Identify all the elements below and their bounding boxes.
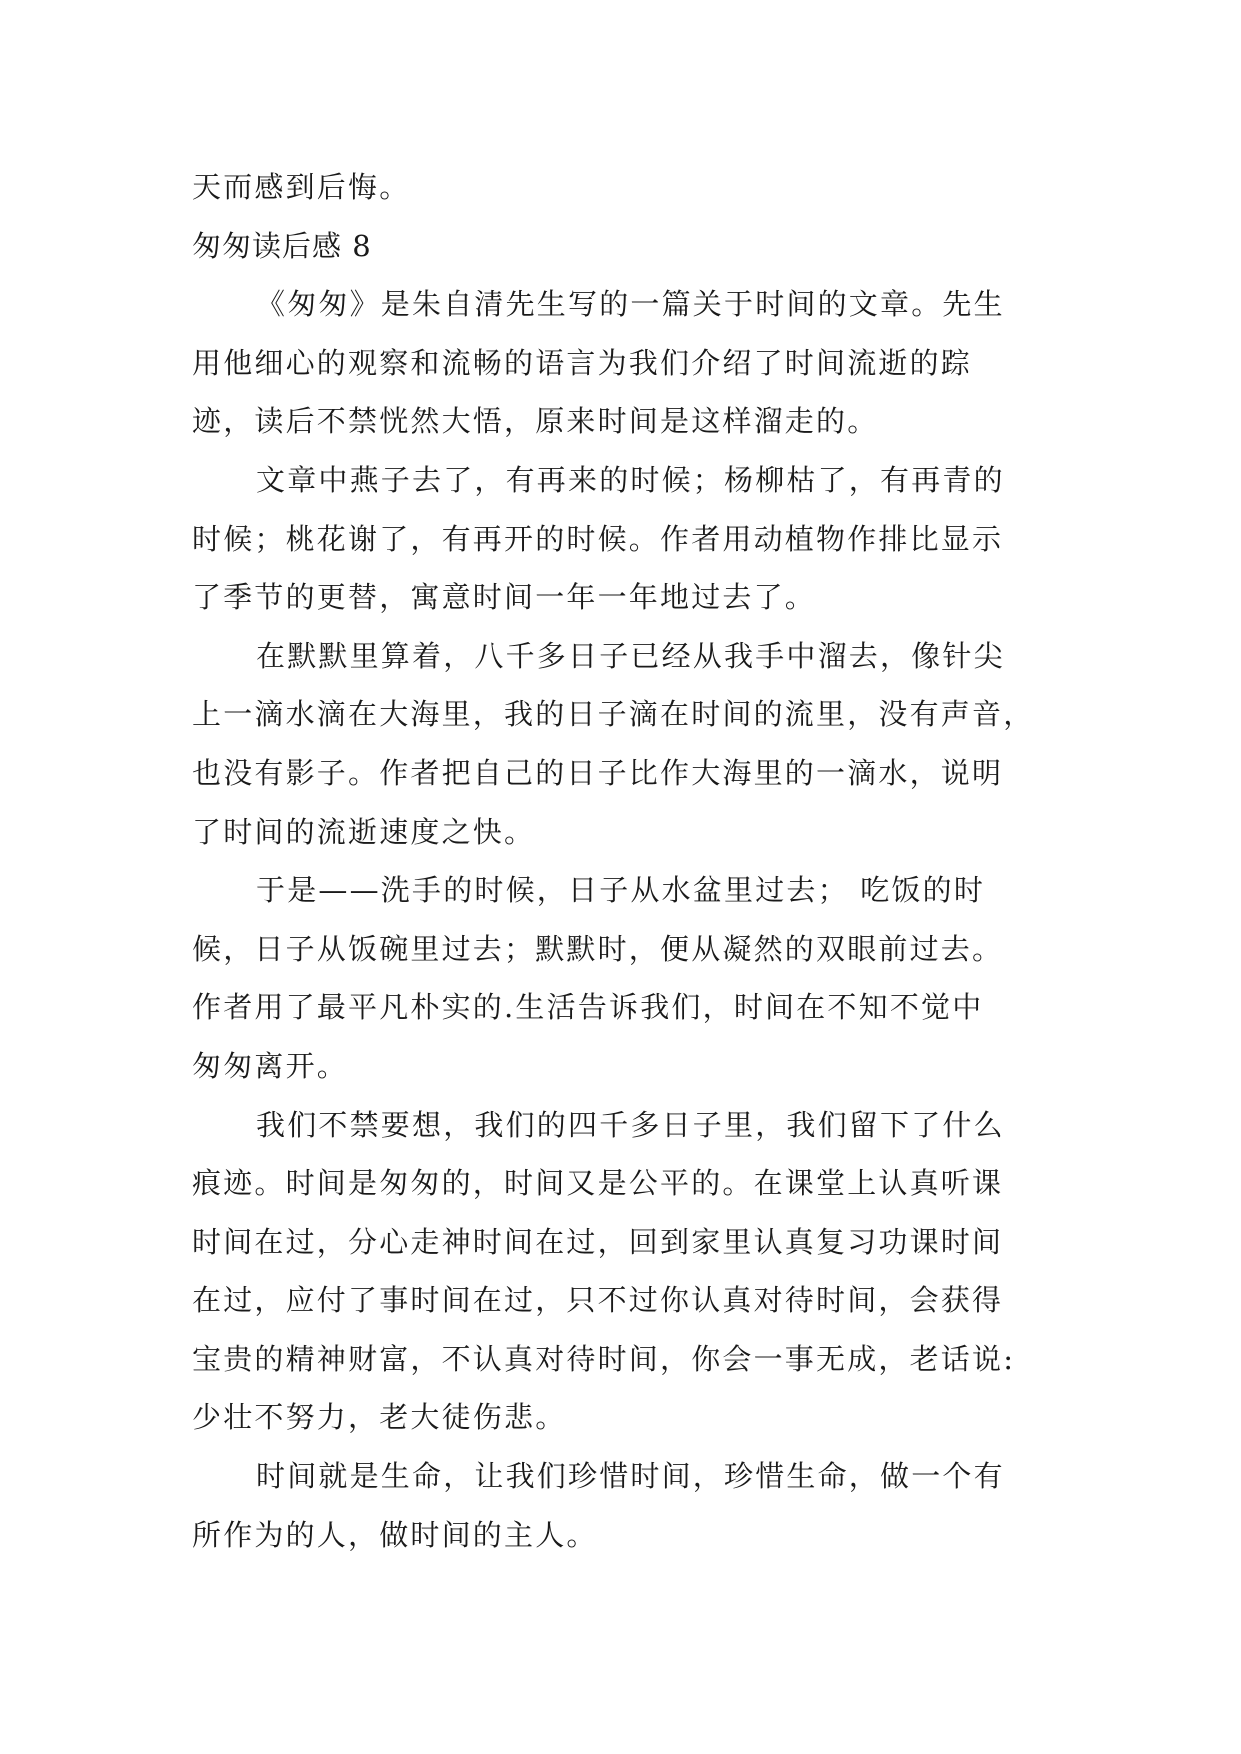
paragraph-first-line: 在默默里算着，八千多日子已经从我手中溜去，像针尖	[256, 638, 1005, 673]
text-line: 候，日子从饭碗里过去；默默时，便从凝然的双眼前过去。	[192, 931, 1004, 966]
text-line: 天而感到后悔。	[192, 170, 411, 204]
text-line: 了时间的流逝速度之快。	[192, 814, 536, 849]
text-line: 作者用了最平凡朴实的.生活告诉我们，时间在不知不觉中	[192, 990, 984, 1025]
paragraph-first-line: 《匆匆》是朱自清先生写的一篇关于时间的文章。先生	[256, 287, 1005, 322]
text-line: 所作为的人，做时间的主人。	[192, 1517, 598, 1552]
paragraph-first-line: 我们不禁要想，我们的四千多日子里，我们留下了什么	[256, 1107, 1005, 1142]
text-line: 在过，应付了事时间在过，只不过你认真对待时间，会获得	[192, 1283, 1004, 1318]
text-line: 迹，读后不禁恍然大悟，原来时间是这样溜走的。	[192, 404, 879, 439]
text-line: 时候；桃花谢了，有再开的时候。作者用动植物作排比显示	[192, 521, 1004, 556]
text-line: 宝贵的精神财富，不认真对待时间，你会一事无成，老话说:	[192, 1341, 1016, 1376]
text-line: 匆匆离开。	[192, 1048, 349, 1083]
paragraph-first-line: 于是——洗手的时候，日子从水盆里过去； 吃饭的时	[256, 873, 986, 908]
section-heading: 匆匆读后感 8	[192, 228, 372, 263]
paragraph-first-line: 文章中燕子去了，有再来的时候；杨柳枯了，有再青的	[256, 462, 1005, 497]
text-line: 少壮不努力，老大徒伤悲。	[192, 1400, 567, 1435]
text-line: 用他细心的观察和流畅的语言为我们介绍了时间流逝的踪	[192, 345, 973, 380]
text-line: 了季节的更替，寓意时间一年一年地过去了。	[192, 580, 817, 615]
text-line: 时间在过，分心走神时间在过，回到家里认真复习功课时间	[192, 1224, 1004, 1259]
paragraph-first-line: 时间就是生命，让我们珍惜时间，珍惜生命，做一个有	[256, 1459, 1005, 1494]
text-line: 痕迹。时间是匆匆的，时间又是公平的。在课堂上认真听课	[192, 1166, 1004, 1201]
text-line: 上一滴水滴在大海里，我的日子滴在时间的流里，没有声音，	[192, 697, 1035, 732]
document-body	[192, 158, 1072, 1564]
text-line: 也没有影子。作者把自己的日子比作大海里的一滴水，说明	[192, 755, 1004, 790]
